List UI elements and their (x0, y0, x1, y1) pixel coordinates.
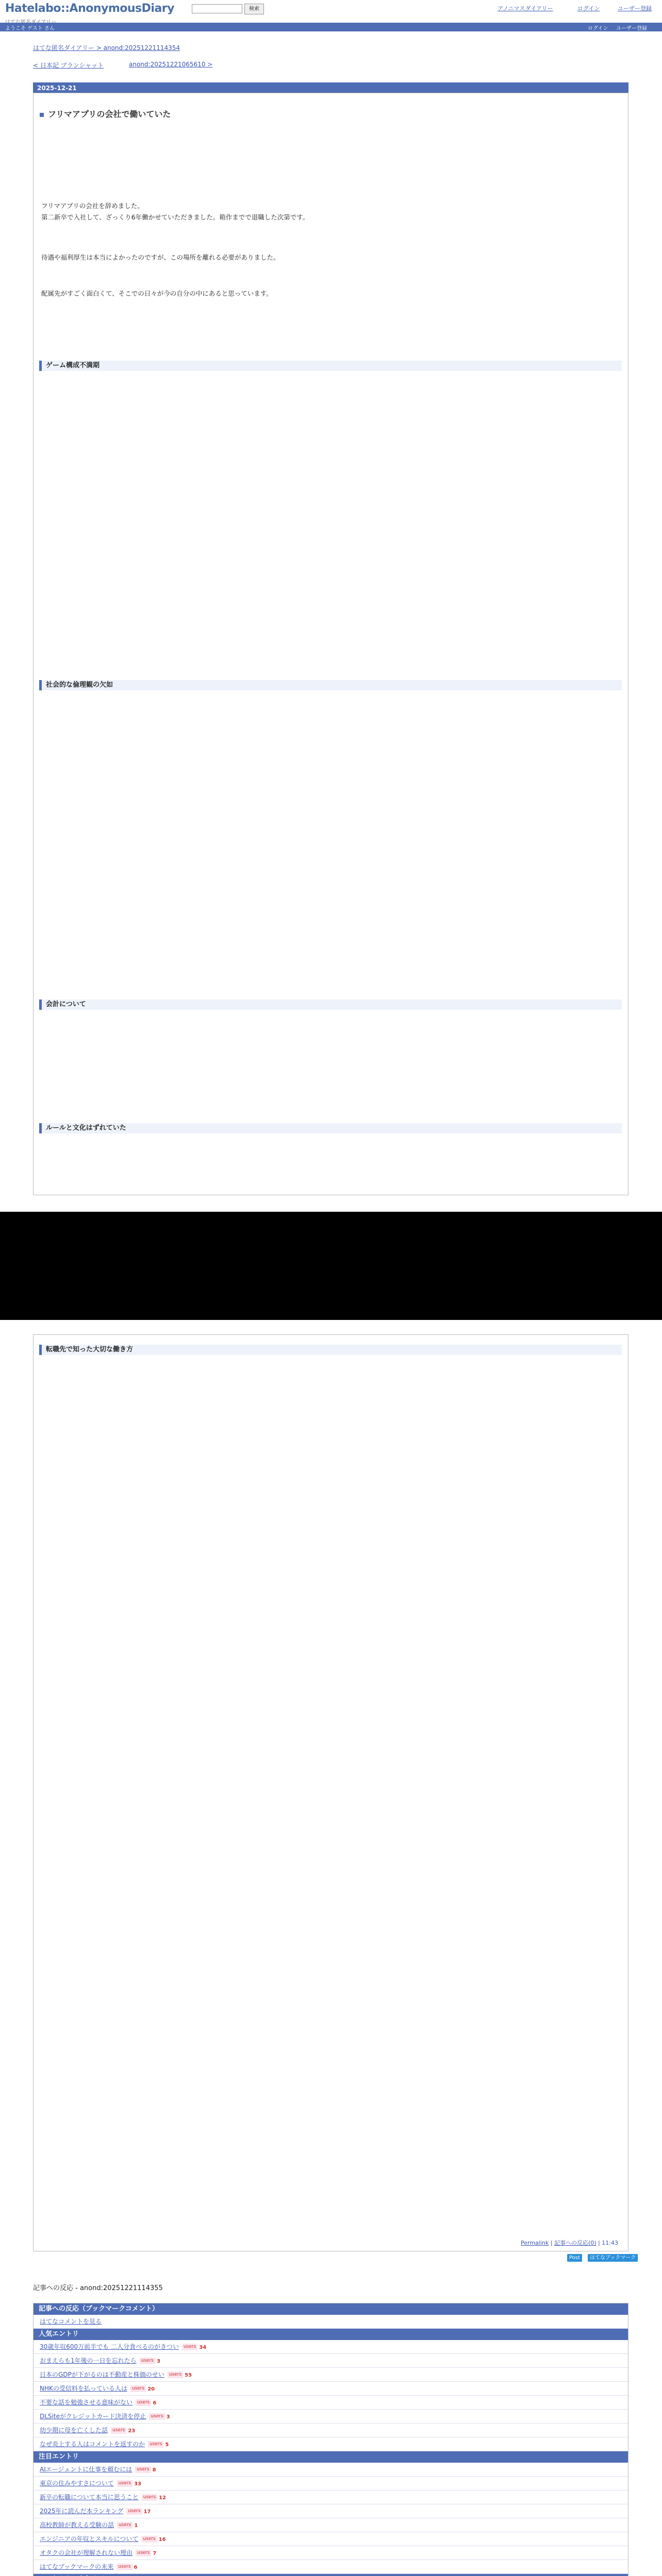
hot-entry-row[interactable]: 幼少期に母を亡くした話 users 23 (34, 2424, 628, 2437)
nav-link-anonymous[interactable]: アノニマスダイアリー (498, 5, 553, 12)
breadcrumb[interactable]: はてな匿名ダイアリー > anond:20251221114354 (33, 44, 180, 52)
permalink[interactable]: Permalink (521, 2240, 549, 2246)
new-entry-title: 注目エントリ (34, 2451, 628, 2463)
login-link[interactable]: ログイン (588, 26, 608, 31)
article-title[interactable]: フリマアプリの会社で働いていた (40, 108, 171, 120)
article-paragraph: 配属先がすごく面白くて、そこでの日々が今の自分の中にあると思っています。 (41, 290, 273, 297)
hot-entry-row[interactable]: 不要な話を勉強させる意味がない users 6 (34, 2396, 628, 2410)
hot-entry-row[interactable]: 30歳年収600万前半でも 二人分食べるのがきつい users 34 (34, 2340, 628, 2354)
new-entry-row[interactable]: 2025年に読んだ本ランキング users 17 (34, 2504, 628, 2518)
hot-entry-row[interactable]: おまえらも1年後の一日を忘れたら users 3 (34, 2354, 628, 2368)
section-heading: 社会的な倫理観の欠如 (39, 680, 622, 690)
next-entry-title[interactable]: 記事への反応 - anond:20251221114355 (33, 2284, 163, 2292)
article-paragraph: フリマアプリの会社を辞めました。 (41, 202, 144, 210)
header (0, 0, 662, 32)
welcome-text: ようこそ ゲスト さん (5, 26, 55, 31)
nav-link-register[interactable]: ユーザー登録 (618, 5, 652, 12)
related-panel (33, 2303, 628, 2576)
article-body-continued (33, 1334, 628, 2251)
next-entry-link[interactable]: anond:20251221065610 > (129, 61, 213, 68)
prev-entry-link[interactable]: < 日本記 ブランシャット (33, 62, 104, 69)
hot-entry-row[interactable]: 日本のGDPが下がるのは不動産と株価のせい users 55 (34, 2368, 628, 2382)
nav-link-login[interactable]: ログイン (577, 5, 600, 12)
date-header: 2025-12-21 (33, 82, 628, 94)
section-heading: 転職先で知った大切な働き方 (39, 1345, 622, 1355)
article-footer: Permalink | 記事への反応(0) | 11:43 (521, 2240, 618, 2246)
new-entry-row[interactable]: 高校教師が教える受験の話 users 1 (34, 2518, 628, 2532)
new-entry-row[interactable]: AIエージェントに仕事を頼むには users 8 (34, 2463, 628, 2477)
ad-banner (0, 1212, 662, 1320)
new-entry-row[interactable]: はてなブックマークの未来 users 6 (34, 2560, 628, 2574)
article-paragraph: 第二新卒で入社して、ざっくり6年働かせていただきました。箱作までで退職した次第です。 (41, 213, 309, 221)
hot-entry-title: 人気エントリ (34, 2329, 628, 2340)
new-entry-row[interactable]: エンジニアの年収とスキルについて users 16 (34, 2532, 628, 2546)
search-button[interactable]: 検索 (244, 4, 264, 14)
reactions-link[interactable]: 記事への反応(0) (554, 2240, 597, 2246)
register-link[interactable]: ユーザー登録 (616, 26, 647, 31)
user-bar (0, 23, 662, 31)
post-time: 11:43 (602, 2240, 618, 2246)
comment-row[interactable]: はてなコメントを見る (34, 2315, 628, 2329)
search-input[interactable] (192, 4, 242, 13)
site-logo[interactable]: Hatelabo::AnonymousDiary (5, 2, 174, 15)
bookmark-button[interactable]: はてなブックマーク (588, 2254, 638, 2262)
section-heading: ルールと文化はずれていた (39, 1123, 622, 1133)
section-heading: ゲーム構成不満期 (39, 361, 622, 371)
related-panel-title: 記事への反応（ブックマークコメント） (34, 2303, 628, 2315)
new-entry-row[interactable]: 新卒の転職について本当に思うこと users 12 (34, 2490, 628, 2504)
notice-title (34, 2574, 628, 2576)
section-heading: 会計について (39, 999, 622, 1010)
new-entry-row[interactable]: 東京の住みやすさについて users 33 (34, 2477, 628, 2490)
hot-entry-row[interactable]: なぜ炎上する人はコメントを返すのか users 5 (34, 2437, 628, 2451)
hot-entry-row[interactable]: NHKの受信料を払っている人は users 20 (34, 2382, 628, 2396)
article-paragraph: 待遇や福利厚生は本当によかったのですが、この場所を離れる必要がありました。 (41, 253, 280, 261)
share-post-button[interactable]: Post (567, 2254, 582, 2262)
new-entry-row[interactable]: オタクの会社が理解されない理由 users 7 (34, 2546, 628, 2560)
hot-entry-row[interactable]: DLSiteがクレジットカード決済を停止 users 3 (34, 2410, 628, 2424)
